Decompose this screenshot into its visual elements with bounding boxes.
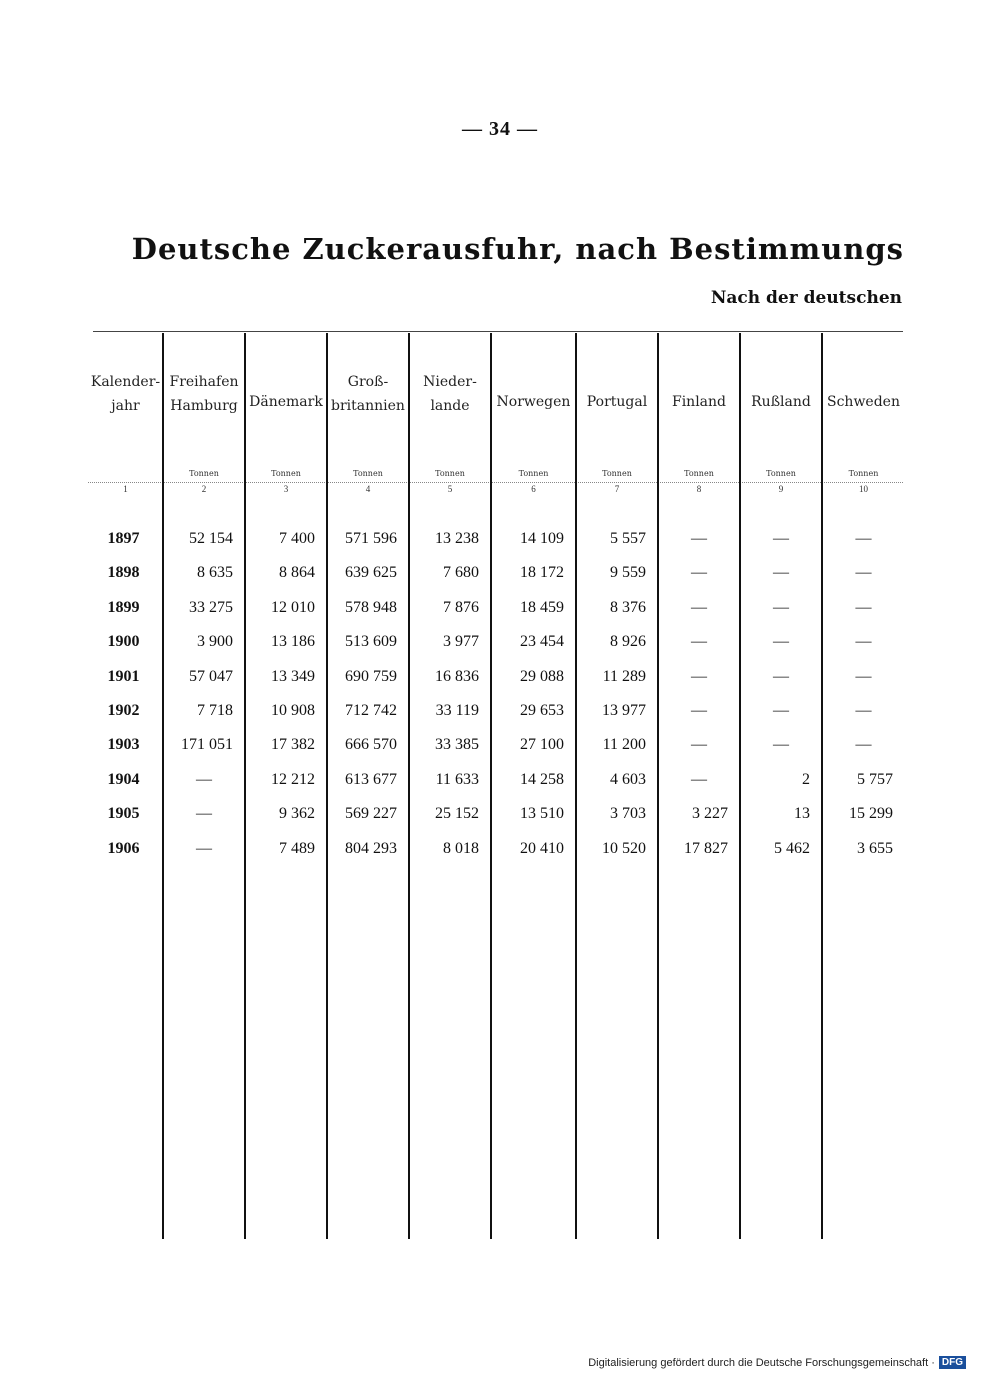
table-cell: 14 109 — [520, 530, 564, 547]
year-cell: 1900 — [107, 633, 140, 651]
column-number: 4 — [365, 484, 371, 494]
table-cell: 3 703 — [610, 805, 646, 823]
table-cell: 33 275 — [189, 598, 233, 616]
table-cell: 29 088 — [520, 667, 564, 685]
column-header-line: Norwegen — [496, 394, 571, 410]
year-cell: 1898 — [107, 564, 140, 582]
table-cell: — — [773, 667, 789, 685]
column-number: 2 — [201, 484, 207, 494]
column-header — [491, 390, 576, 414]
table-cell: 8 926 — [610, 633, 646, 651]
column-header — [658, 390, 740, 414]
table-row — [0, 530, 1000, 560]
column-header — [327, 370, 409, 418]
table-cell: 666 570 — [345, 736, 397, 754]
table-cell: 569 227 — [345, 805, 397, 823]
column-number: 6 — [531, 484, 536, 494]
table-cell: — — [196, 839, 212, 857]
column-unit: Tonnen — [271, 469, 301, 478]
column-unit: Tonnen — [766, 469, 796, 478]
table-cell: 8 864 — [279, 564, 315, 582]
year-cell: 1897 — [107, 530, 140, 547]
table-cell: — — [691, 633, 707, 651]
table-row — [0, 702, 1000, 732]
year-cell: 1902 — [107, 702, 140, 719]
table-cell: 29 653 — [520, 702, 564, 719]
table-row — [0, 805, 1000, 835]
table-cell: 613 677 — [345, 770, 397, 788]
column-header — [409, 370, 491, 418]
column-header-line: Portugal — [586, 394, 648, 410]
footer-text: Digitalisierung gefördert durch die Deutsche Forschungsgemeinschaft · — [588, 1356, 935, 1369]
table-cell: 13 977 — [602, 702, 646, 719]
table-cell: 15 299 — [849, 805, 893, 823]
table-row — [0, 564, 1000, 594]
column-header — [740, 390, 822, 414]
table-cell: — — [773, 736, 789, 754]
table-cell: 7 876 — [443, 598, 479, 616]
table-cell: 13 510 — [520, 805, 564, 823]
page-number: — 34 — — [462, 118, 538, 140]
column-unit: Tonnen — [353, 469, 383, 478]
column-number: 1 — [123, 484, 128, 494]
table-title: Deutsche Zuckerausfuhr, nach Bestimmungs — [131, 232, 904, 266]
column-header-line: Dänemark — [249, 394, 323, 410]
column-unit: Tonnen — [518, 469, 549, 478]
table-cell: 2 — [802, 770, 810, 788]
table-cell: 5 757 — [857, 770, 893, 788]
column-header-line: Nieder- — [423, 374, 477, 390]
column-header — [822, 390, 905, 414]
table-cell: 57 047 — [189, 667, 233, 685]
table-cell: 7 489 — [279, 839, 315, 857]
table-cell: 639 625 — [345, 564, 397, 582]
column-header-line: Schweden — [827, 394, 900, 410]
table-cell: — — [691, 702, 707, 719]
table-cell: 13 349 — [271, 667, 315, 685]
column-number: 8 — [696, 484, 702, 494]
table-cell: — — [691, 598, 707, 616]
table-cell: 13 238 — [435, 530, 479, 547]
table-row — [0, 668, 1000, 698]
column-unit: Tonnen — [602, 469, 632, 478]
table-cell: — — [691, 667, 707, 685]
year-cell: 1903 — [107, 736, 140, 754]
table-cell: — — [855, 736, 872, 754]
table-cell: 11 200 — [602, 736, 646, 754]
table-cell: 14 258 — [520, 770, 564, 788]
table-cell: 20 410 — [520, 839, 564, 857]
table-cell: 7 718 — [197, 702, 233, 719]
column-header — [576, 390, 658, 414]
table-cell: 571 596 — [345, 530, 397, 547]
year-cell: 1904 — [107, 770, 140, 788]
table-cell: 18 172 — [520, 564, 564, 582]
column-header — [163, 370, 245, 418]
table-cell: 23 454 — [520, 633, 564, 651]
table-cell: — — [855, 564, 872, 582]
column-number: 5 — [447, 484, 453, 494]
table-cell: 17 827 — [684, 839, 728, 857]
table-cell: 4 603 — [610, 770, 646, 788]
column-header-line: Freihafen — [169, 374, 239, 390]
column-header-line: Groß- — [347, 374, 389, 390]
table-cell: 804 293 — [345, 839, 397, 857]
table-cell: 13 186 — [271, 633, 315, 651]
column-header-line: jahr — [111, 398, 140, 414]
table-cell: 578 948 — [345, 598, 397, 616]
table-cell: — — [773, 530, 789, 547]
column-unit: Tonnen — [848, 469, 879, 478]
column-header-line: lande — [430, 398, 470, 414]
table-row — [0, 599, 1000, 629]
table-row — [0, 840, 1000, 870]
table-cell: — — [691, 770, 707, 788]
table-cell: — — [196, 805, 212, 823]
table-cell: 8 018 — [443, 839, 479, 857]
table-cell: 27 100 — [520, 736, 564, 754]
table-cell: — — [691, 564, 707, 582]
year-cell: 1905 — [107, 805, 140, 823]
table-cell: 10 520 — [602, 839, 646, 857]
table-cell: 18 459 — [520, 598, 564, 616]
table-cell: — — [855, 667, 872, 685]
table-cell: 11 633 — [435, 770, 479, 788]
table-cell: 690 759 — [345, 667, 397, 685]
table-cell: 25 152 — [435, 805, 479, 823]
table-cell: 33 119 — [435, 702, 479, 719]
column-unit: Tonnen — [435, 469, 465, 478]
year-cell: 1899 — [107, 598, 140, 616]
column-header — [245, 390, 327, 414]
table-cell: 7 680 — [443, 564, 479, 582]
table-cell: 12 010 — [271, 598, 315, 616]
table-cell: — — [773, 564, 789, 582]
column-header — [88, 370, 163, 418]
table-cell: — — [773, 702, 789, 719]
table-cell: 5 557 — [610, 530, 646, 547]
table-cell: 7 400 — [279, 530, 315, 547]
table-cell: 10 908 — [271, 702, 315, 719]
year-cell: 1901 — [107, 667, 140, 685]
column-header-line: Hamburg — [170, 398, 238, 414]
table-cell: — — [773, 598, 789, 616]
table-cell: — — [196, 770, 212, 788]
table-cell: — — [855, 598, 872, 616]
table-cell: 5 462 — [774, 839, 810, 857]
table-cell: — — [773, 633, 789, 651]
table-row — [0, 736, 1000, 766]
column-header-line: Finland — [671, 394, 726, 410]
column-header-line: Kalender- — [90, 374, 161, 390]
table-cell: — — [691, 530, 707, 547]
table-cell: 8 376 — [610, 598, 646, 616]
table-cell: 9 362 — [279, 805, 315, 823]
dfg-logo: DFG — [939, 1356, 966, 1369]
table-row — [0, 771, 1000, 801]
table-cell: 712 742 — [345, 702, 397, 719]
table-cell: 13 — [794, 805, 810, 823]
table-cell: 513 609 — [345, 633, 397, 651]
column-header-line: britannien — [331, 398, 405, 414]
table-cell: 33 385 — [435, 736, 479, 754]
column-number: 7 — [614, 484, 620, 494]
table-subtitle: Nach der deutschen — [710, 288, 902, 308]
table-cell: 17 382 — [271, 736, 315, 754]
footer — [588, 1356, 966, 1369]
table-cell: — — [855, 702, 872, 719]
table-cell: 52 154 — [189, 530, 233, 547]
column-number: 9 — [778, 484, 784, 494]
table-row — [0, 633, 1000, 663]
column-number: 3 — [283, 484, 289, 494]
table-cell: 3 977 — [443, 633, 479, 651]
column-unit: Tonnen — [189, 469, 219, 478]
column-number: 10 — [859, 484, 868, 494]
table-cell: 11 289 — [602, 667, 646, 685]
table-cell: 3 227 — [692, 805, 728, 823]
table-cell: 16 836 — [435, 667, 479, 685]
table-cell: 3 900 — [197, 633, 233, 651]
table-cell: 12 212 — [271, 770, 315, 788]
year-cell: 1906 — [107, 839, 140, 857]
table-cell: 9 559 — [610, 564, 646, 582]
table-cell: 171 051 — [181, 736, 233, 754]
column-header-line: Rußland — [751, 394, 811, 410]
table-cell: — — [691, 736, 707, 754]
table-cell: — — [855, 530, 872, 547]
column-unit: Tonnen — [684, 469, 714, 478]
unit-rule — [88, 482, 903, 483]
table-cell: 3 655 — [857, 839, 893, 857]
table-cell: — — [855, 633, 872, 651]
table-cell: 8 635 — [197, 564, 233, 582]
top-rule — [93, 331, 903, 332]
